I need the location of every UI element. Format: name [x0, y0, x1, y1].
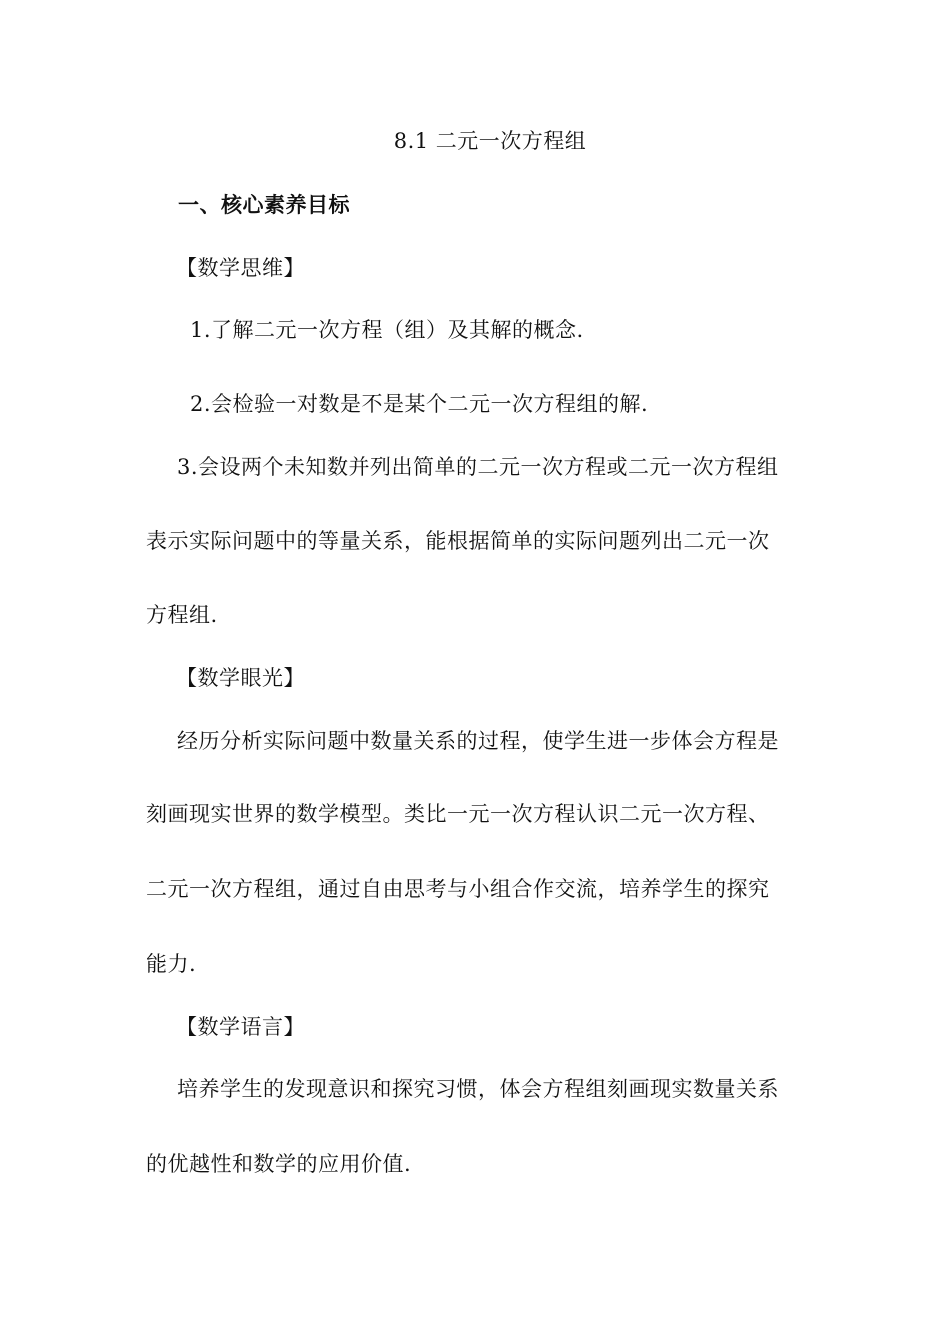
thinking-item-3-line-3: 方程组.	[146, 603, 218, 627]
subsection-label-thinking: 【数学思维】	[176, 256, 305, 280]
section-heading-core-goals: 一、核心素养目标	[178, 193, 350, 217]
subsection-label-vision: 【数学眼光】	[176, 666, 305, 690]
thinking-item-1: 1.了解二元一次方程（组）及其解的概念.	[190, 318, 584, 342]
vision-paragraph-line-2: 刻画现实世界的数学模型。类比一元一次方程认识二元一次方程、	[146, 802, 770, 826]
thinking-item-2: 2.会检验一对数是不是某个二元一次方程组的解.	[190, 392, 649, 416]
vision-paragraph-line-4: 能力.	[146, 952, 197, 976]
language-paragraph-line-2: 的优越性和数学的应用价值.	[146, 1152, 412, 1176]
vision-paragraph-line-1: 经历分析实际问题中数量关系的过程，使学生进一步体会方程是	[177, 729, 779, 753]
thinking-item-3-line-1: 3.会设两个未知数并列出简单的二元一次方程或二元一次方程组	[177, 455, 779, 479]
vision-paragraph-line-3: 二元一次方程组，通过自由思考与小组合作交流，培养学生的探究	[146, 877, 770, 901]
language-paragraph-line-1: 培养学生的发现意识和探究习惯，体会方程组刻画现实数量关系	[177, 1077, 779, 1101]
subsection-label-language: 【数学语言】	[176, 1015, 305, 1039]
page-title: 8.1 二元一次方程组	[393, 129, 587, 153]
thinking-item-3-line-2: 表示实际问题中的等量关系，能根据简单的实际问题列出二元一次	[146, 529, 770, 553]
